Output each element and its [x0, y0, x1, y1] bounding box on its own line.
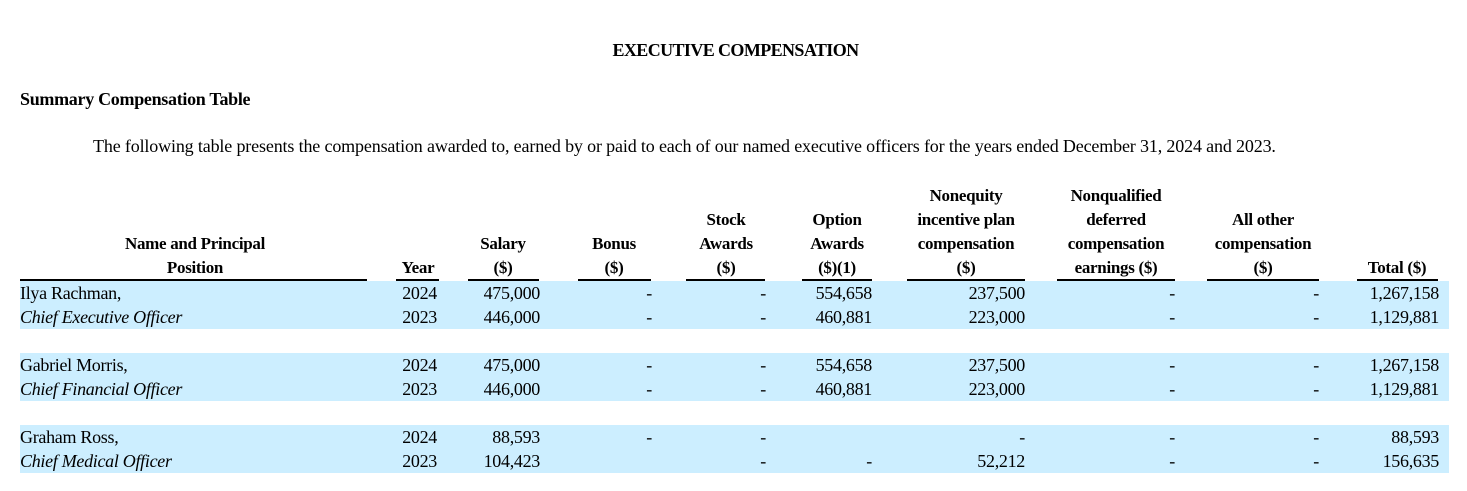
- cell-allother: -: [1313, 307, 1319, 327]
- cell-salary: 446,000: [483, 307, 540, 327]
- officer-name: Gabriel Morris,: [20, 355, 128, 375]
- cell-allother: -: [1313, 283, 1319, 303]
- cell-nonqualified: -: [1169, 307, 1175, 327]
- cell-nonequity: 223,000: [968, 379, 1025, 399]
- cell-allother: -: [1313, 451, 1319, 471]
- cell-nonequity: -: [1019, 427, 1025, 447]
- col-header-line: compensation: [1067, 234, 1165, 253]
- cell-year: 2023: [402, 307, 437, 327]
- col-header-line: Awards: [699, 234, 753, 253]
- cell-total: 156,635: [1382, 451, 1439, 471]
- col-header-line: incentive plan: [917, 210, 1015, 229]
- col-header-line: ($): [493, 258, 513, 277]
- cell-option: 460,881: [815, 307, 872, 327]
- col-header-line: Option: [812, 210, 862, 229]
- cell-year: 2024: [402, 283, 437, 303]
- cell-stock: -: [760, 379, 766, 399]
- col-header-name: [105, 232, 285, 280]
- cell-stock: -: [760, 307, 766, 327]
- officer-position: Chief Financial Officer: [20, 379, 183, 399]
- cell-option: 460,881: [815, 379, 872, 399]
- page-title: EXECUTIVE COMPENSATION: [612, 40, 859, 60]
- officer-name: Ilya Rachman,: [20, 283, 122, 303]
- col-header-line: compensation: [917, 234, 1015, 253]
- cell-salary: 446,000: [483, 379, 540, 399]
- col-header-total: [1307, 256, 1467, 280]
- cell-salary: 475,000: [483, 355, 540, 375]
- cell-salary: 104,423: [483, 451, 540, 471]
- cell-bonus: -: [646, 355, 652, 375]
- col-header-line: Salary: [480, 234, 526, 253]
- col-header-line: ($): [716, 258, 736, 277]
- col-header-line: ($)(1): [818, 258, 856, 277]
- col-header-line: Stock: [706, 210, 746, 229]
- cell-bonus: -: [646, 307, 652, 327]
- cell-option: -: [866, 451, 872, 471]
- cell-total: 1,129,881: [1369, 379, 1439, 399]
- cell-allother: -: [1313, 355, 1319, 375]
- cell-stock: -: [760, 451, 766, 471]
- col-header-line: Bonus: [592, 234, 636, 253]
- col-header-line: Total ($): [1367, 258, 1427, 277]
- cell-nonqualified: -: [1169, 355, 1175, 375]
- col-header-line: ($): [604, 258, 624, 277]
- cell-stock: -: [760, 283, 766, 303]
- col-header-line: All other: [1232, 210, 1294, 229]
- col-header-line: earnings ($): [1074, 258, 1158, 277]
- cell-nonqualified: -: [1169, 283, 1175, 303]
- cell-nonequity: 52,212: [977, 451, 1025, 471]
- cell-nonequity: 223,000: [968, 307, 1025, 327]
- cell-stock: -: [760, 427, 766, 447]
- cell-nonequity: 237,500: [968, 355, 1025, 375]
- cell-allother: -: [1313, 427, 1319, 447]
- col-header-line: Nonequity: [929, 186, 1003, 205]
- cell-bonus: -: [646, 283, 652, 303]
- section-title: Summary Compensation Table: [20, 89, 251, 109]
- col-header-line: deferred: [1086, 210, 1146, 229]
- cell-option: 554,658: [815, 355, 872, 375]
- cell-option: 554,658: [815, 283, 872, 303]
- cell-salary: 88,593: [492, 427, 540, 447]
- cell-bonus: -: [646, 379, 652, 399]
- col-header-line: Name and Principal Position: [124, 234, 266, 277]
- col-header-line: Nonqualified: [1070, 186, 1162, 205]
- col-header-line: ($): [1253, 258, 1273, 277]
- col-header-line: Awards: [810, 234, 864, 253]
- intro-paragraph: The following table presents the compensation awarded to, earned by or paid to each of our named executive officers for the years ended December 31, 2024 and 2023.: [93, 136, 1276, 156]
- col-header-line: compensation: [1214, 234, 1312, 253]
- cell-year: 2023: [402, 451, 437, 471]
- cell-total: 1,129,881: [1369, 307, 1439, 327]
- cell-year: 2023: [402, 379, 437, 399]
- cell-stock: -: [760, 355, 766, 375]
- cell-total: 1,267,158: [1369, 355, 1439, 375]
- cell-total: 88,593: [1391, 427, 1439, 447]
- cell-bonus: -: [646, 427, 652, 447]
- cell-nonqualified: -: [1169, 427, 1175, 447]
- cell-nonqualified: -: [1169, 379, 1175, 399]
- cell-nonqualified: -: [1169, 451, 1175, 471]
- officer-name: Graham Ross,: [20, 427, 119, 447]
- cell-allother: -: [1313, 379, 1319, 399]
- cell-year: 2024: [402, 355, 437, 375]
- cell-nonequity: 237,500: [968, 283, 1025, 303]
- officer-position: Chief Medical Officer: [20, 451, 172, 471]
- cell-year: 2024: [402, 427, 437, 447]
- cell-total: 1,267,158: [1369, 283, 1439, 303]
- cell-salary: 475,000: [483, 283, 540, 303]
- col-header-line: ($): [956, 258, 976, 277]
- officer-position: Chief Executive Officer: [20, 307, 183, 327]
- col-header-line: Year: [401, 258, 435, 277]
